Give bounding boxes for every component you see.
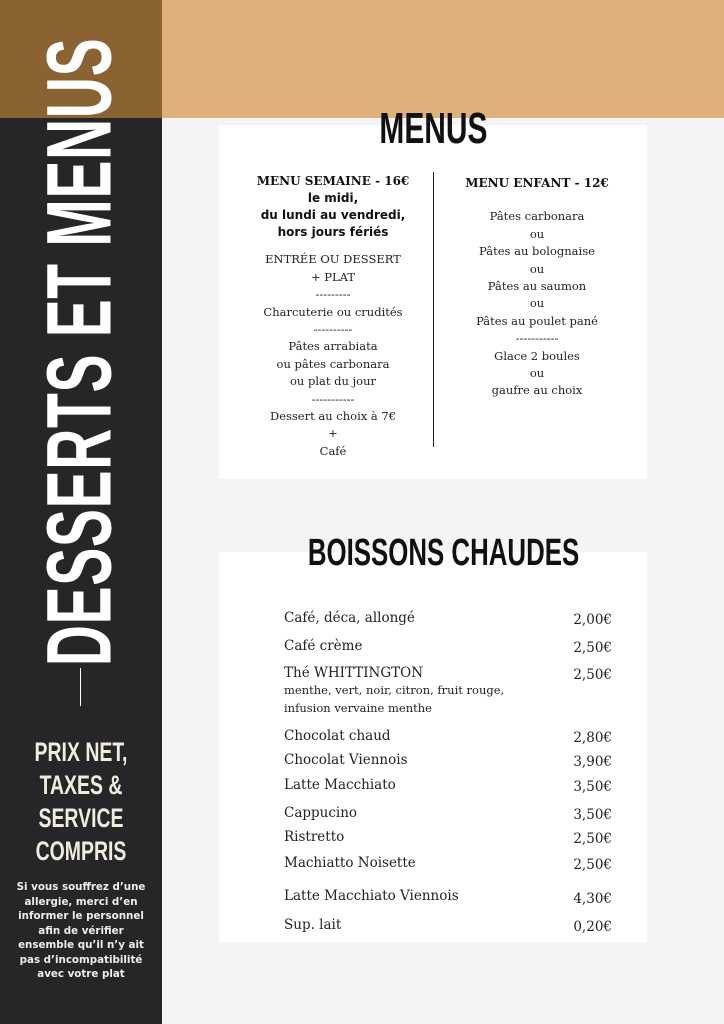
menu-line: + PLAT	[310, 269, 355, 284]
subtitle-line: hors jours fériés	[277, 225, 389, 240]
menu-enfant-title: MENU ENFANT - 12€	[465, 176, 609, 190]
menu-line: -----------	[311, 391, 355, 406]
drink-name: Sup. lait	[284, 917, 342, 933]
drink-price: 3,50€	[573, 779, 612, 795]
drink-name: Ristretto	[284, 829, 345, 845]
menu-line: ENTRÉE OU DESSERT	[265, 252, 401, 267]
menu-line: ----------	[313, 322, 353, 337]
drink-row	[284, 728, 614, 744]
drink-row	[284, 610, 614, 626]
drink-detail: menthe, vert, noir, citron, fruit rouge,	[284, 683, 505, 697]
drink-detail: infusion vervaine menthe	[284, 701, 432, 715]
menu-line: ou plat du jour	[290, 374, 376, 389]
menu-line: Café	[319, 443, 347, 458]
drink-name: Latte Macchiato	[284, 777, 396, 793]
menu-line: Pâtes au bolognaise	[479, 244, 595, 259]
menu-line: ou pâtes carbonara	[276, 356, 390, 371]
menu-line: Pâtes carbonara	[489, 209, 585, 224]
drink-name: Chocolat Viennois	[284, 752, 408, 768]
prix-line: COMPRIS	[35, 836, 127, 866]
menu-line: Glace 2 boules	[494, 348, 580, 363]
menu-line: Charcuterie ou crudités	[263, 304, 403, 319]
drink-row	[284, 638, 614, 654]
drink-row	[284, 777, 614, 793]
drink-price: 0,20€	[573, 919, 612, 935]
drink-row	[284, 665, 614, 717]
drink-price: 3,50€	[573, 807, 612, 823]
prix-net-notice	[0, 736, 162, 868]
menus-heading: MENUS	[378, 104, 488, 153]
drink-name: Thé WHITTINGTON	[284, 665, 424, 681]
menu-line: gaufre au choix	[491, 383, 583, 398]
menu-line: Dessert au choix à 7€	[269, 409, 397, 424]
drink-row	[284, 829, 614, 845]
drink-row	[284, 888, 614, 907]
prix-line: PRIX NET,	[34, 737, 128, 767]
menu-line: Pâtes au saumon	[487, 279, 587, 294]
menu-line: -----------	[515, 331, 559, 346]
drink-name: Café, déca, allongé	[284, 610, 415, 626]
drink-name: Latte Macchiato Viennois	[284, 888, 459, 904]
drink-row	[284, 855, 614, 871]
menu-semaine	[232, 173, 434, 460]
menu-line: +	[328, 426, 338, 441]
subtitle-line: le midi,	[307, 191, 359, 206]
drink-row	[284, 917, 614, 933]
allergy-notice: Si vous souffrez d’une allergie, merci d’en informer le personnel afin de vérifier ensemble qu’il n’y ait pas d’incompatibilité avec votre plat	[16, 881, 146, 980]
drink-name: Café crème	[284, 638, 363, 654]
drink-row	[284, 805, 614, 821]
drink-name: Chocolat chaud	[284, 728, 391, 744]
menu-line: ou	[529, 261, 545, 276]
menu-line: Pâtes au poulet pané	[476, 313, 598, 328]
drink-price: 2,50€	[573, 831, 612, 847]
subtitle-line: du lundi au vendredi,	[260, 208, 406, 223]
prix-line: TAXES &	[39, 770, 123, 800]
drink-price: 2,50€	[573, 640, 612, 656]
drink-price: 2,50€	[573, 667, 612, 683]
drink-price: 4,30€	[573, 891, 612, 907]
menu-semaine-title: MENU SEMAINE - 16€	[256, 174, 410, 188]
top-banner	[162, 0, 724, 118]
boissons-heading: BOISSONS CHAUDES	[308, 532, 580, 574]
menu-line: ou	[529, 296, 545, 311]
drink-name: Machiatto Noisette	[284, 855, 416, 871]
drink-price: 2,50€	[573, 857, 612, 873]
drink-price: 3,90€	[573, 754, 612, 770]
menu-enfant	[434, 175, 640, 400]
drink-name: Cappucino	[284, 805, 358, 821]
divider	[80, 668, 81, 706]
drink-row	[284, 752, 614, 768]
drink-price: 2,80€	[573, 730, 612, 746]
menu-line: ou	[529, 226, 545, 241]
drink-price: 2,00€	[573, 612, 612, 628]
menu-line: ---------	[315, 287, 351, 302]
menu-line: Pâtes arrabiata	[288, 339, 378, 354]
menu-line: ou	[529, 366, 545, 381]
prix-line: SERVICE	[38, 803, 124, 833]
vertical-title-text: DESSERTS ET MENUS	[28, 37, 131, 667]
